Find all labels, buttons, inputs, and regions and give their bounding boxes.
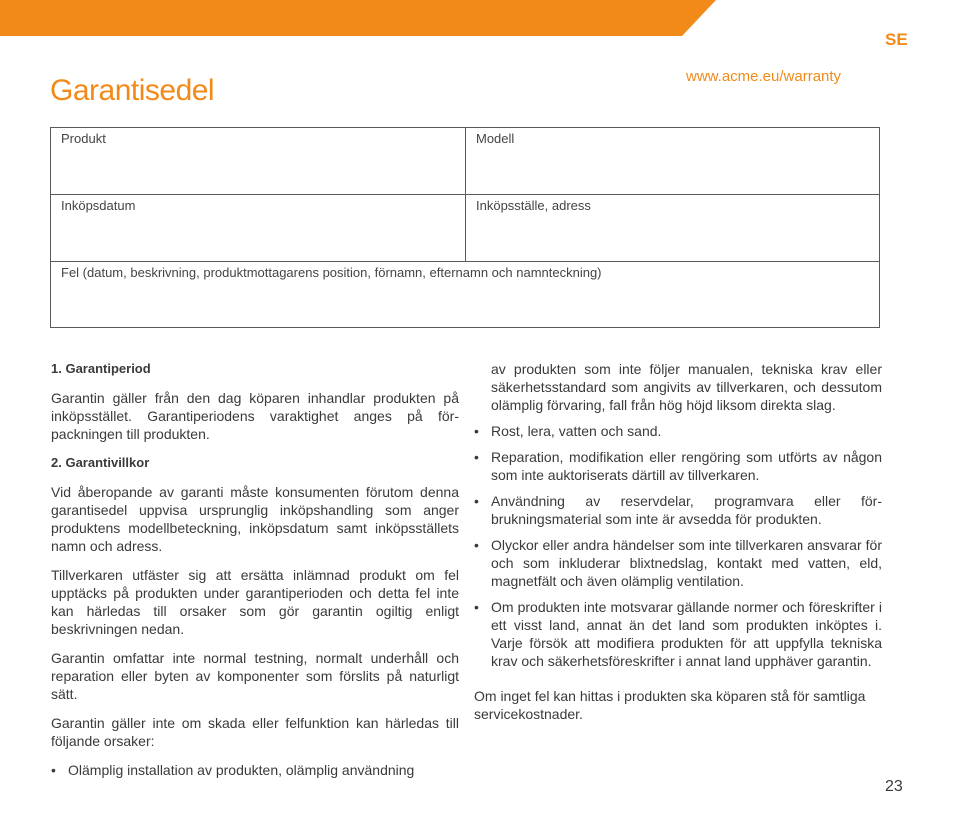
section-heading-warranty-period: 1. Garantiperiod bbox=[51, 361, 151, 376]
right-column bbox=[474, 360, 882, 734]
page-title: Garantisedel bbox=[50, 74, 215, 108]
warranty-form bbox=[50, 127, 880, 328]
purchase-place-field[interactable] bbox=[466, 195, 880, 262]
paragraph: Vid åberopande av garanti måste konsumenten förutom denna garantisedel uppvisa ursprunglig inköpshandling som anger produktens modellbeteckning, inköpsdatum samt inköpsställets namn och adress. bbox=[51, 484, 459, 554]
purchase-date-field[interactable] bbox=[51, 195, 466, 262]
bullet-icon: • bbox=[474, 599, 479, 615]
list-item: • Om produkten inte motsvarar gällande normer och föreskrifter i ett visst land, annat än det land som produkten inköptes i. Varje försök att modifiera produkten för att uppfylla tekniska krav och säkerhetsföreskrifter i annat land upphäver garantin. bbox=[474, 599, 882, 669]
fault-description-field[interactable] bbox=[51, 262, 880, 328]
list-item: • Olämplig installation av produkten, olämplig användning bbox=[51, 762, 415, 778]
bullet-icon: • bbox=[51, 762, 56, 778]
paragraph: Tillverkaren utfäster sig att ersätta inlämnad produkt om fel upptäcks på produkten under garantiperioden och detta fel inte kan härledas till orsaker som gör garantin ogiltig enligt beskrivningen nedan. bbox=[51, 567, 459, 637]
model-field[interactable] bbox=[466, 128, 880, 195]
section-heading-warranty-terms: 2. Garantivillkor bbox=[51, 455, 150, 470]
list-item: • Reparation, modifikation eller rengöring som utförts av någon som inte auktoriserats därtill av tillverkaren. bbox=[474, 449, 882, 483]
page-number: 23 bbox=[885, 778, 903, 795]
fault-description-label: Fel (datum, beskrivning, produktmottagarens position, förnamn, efternamn och namnteckning) bbox=[61, 265, 602, 280]
list-item: • Rost, lera, vatten och sand. bbox=[474, 423, 662, 439]
paragraph: Om inget fel kan hittas i produkten ska köparen stå för samtliga servicekostnader. bbox=[474, 688, 866, 722]
header-orange-bar bbox=[0, 0, 954, 36]
purchase-place-label: Inköpsställe, adress bbox=[476, 198, 591, 213]
bullet-icon: • bbox=[474, 493, 479, 509]
list-item: • Olyckor eller andra händelser som inte tillverkaren ansvarar för och som inkluderar blixtnedslag, kontakt med vatten, eld, magnetfält och även olämplig ventilation. bbox=[474, 537, 882, 589]
bullet-icon: • bbox=[474, 537, 479, 553]
warranty-url-link[interactable]: www.acme.eu/warranty bbox=[686, 68, 842, 85]
paragraph: Garantin gäller inte om skada eller felfunktion kan härledas till följande orsaker: bbox=[51, 715, 459, 749]
list-item-continuation: av produkten som inte följer manualen, tekniska krav eller säkerhetsstandard som angivits av tillverkaren, och dessutom olämplig förvaring, fall från hög höjd liksom direkta slag. bbox=[491, 361, 882, 413]
product-label: Produkt bbox=[61, 131, 106, 146]
bullet-icon: • bbox=[474, 423, 479, 439]
list-item: • Användning av reservdelar, programvara eller förbrukningsmaterial som inte är avsedda för produkten. bbox=[474, 493, 882, 527]
bullet-icon: • bbox=[474, 449, 479, 465]
model-label: Modell bbox=[476, 131, 515, 146]
product-field[interactable] bbox=[51, 128, 466, 195]
left-column bbox=[51, 360, 459, 787]
paragraph: Garantin gäller från den dag köparen inhandlar produkten på inköpsstället. Garantiperiodens varaktighet anges på förpackningen till produkten. bbox=[51, 390, 459, 442]
language-code: SE bbox=[885, 30, 908, 49]
purchase-date-label: Inköpsdatum bbox=[61, 198, 136, 213]
paragraph: Garantin omfattar inte normal testning, normalt underhåll och reparation eller byten av komponenter som förslits på naturligt sätt. bbox=[51, 650, 459, 702]
